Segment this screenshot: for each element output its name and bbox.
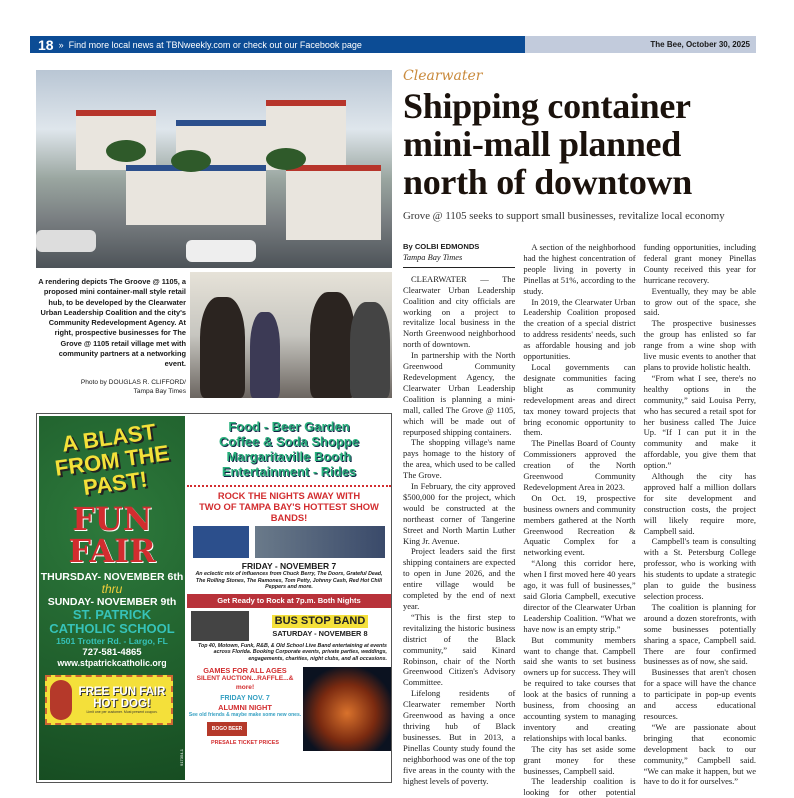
byline-org: Tampa Bay Times [403, 253, 515, 268]
ad-alumni-desc: See old friends & maybe make some new ones. [188, 712, 302, 719]
header-tagline: Find more local news at TBNweekly.com or check out our Facebook page [68, 39, 362, 50]
article-paragraph: Lifelong residents of Clearwater remember North Greenwood as having a once thriving hub of Black businesses. But in 2013, a Pinellas County study found the neighborhood was one of the top five areas in the county with the highest levels of poverty. [403, 688, 516, 786]
article-paragraph: The leadership coalition is looking for other potential funding opportunities, including federal grant money Pinellas County received this year for hurricane recovery. [523, 242, 756, 798]
article-paragraph: “Along this corridor here, when I first moved here 40 years ago, it was full of businesses,” said Gloria Campbell, executive director of the Clearwater Urban Leadership Coalition. “What we have now is an empty strip.” [523, 558, 636, 634]
article-headline: Shipping container mini-mall planned north of downtown [403, 86, 692, 202]
article-paragraph: Eventually, they may be able to grow out of the space, she said. [643, 285, 756, 318]
ad-friday: FRIDAY - NOVEMBER 7 [241, 561, 337, 571]
ad-feature: Coffee & Soda Shoppe [218, 434, 360, 449]
article-paragraph: In 2019, the Clearwater Urban Leadership Coalition proposed the creation of a special district to address residents' needs, such as affordable housing and job opportunities. [523, 296, 636, 362]
article-paragraph: In February, the city approved $500,000 for the project, which would be constructed at the northeast corner of Tangerine Street and North Martin Luther King Jr. Avenue. [403, 481, 516, 546]
article-body [403, 242, 756, 798]
ad-get-ready: Get Ready to Rock at 7p.m. Both Nights [187, 594, 391, 608]
article-paragraph: “This is the first step to revitalizing the historic business district of the Black community,” said Kinard Robinson, chair of the North Greenwood Citizen's Advisory Committee. [403, 611, 516, 688]
article-paragraph: A section of the neighborhood had the highest concentration of people living in poverty in Pinellas at 51%, according to the study. [523, 242, 636, 296]
ad-features [187, 419, 391, 479]
hotdog-fine-print: Limit one per customer. Must present coupon. [86, 709, 158, 714]
ad-bottom [187, 667, 391, 751]
credit-line: Photo by DOUGLAS R. CLIFFORD/ [80, 378, 186, 386]
page-number: 18 [38, 36, 54, 53]
ad-left-panel [39, 416, 185, 780]
ad-presale: PRESALE TICKET PRICES [211, 739, 279, 746]
article-paragraph: “From what I see, there's no healthy options in the community,” said Louisa Perry, who has secured a retail spot for her business called The Juice Up. “If I can put it in the community and make it affordable, you give them that option.” [643, 372, 756, 471]
ad-alumni: ALUMNI NIGHT [218, 702, 272, 712]
ad-friday-desc: An eclectic mix of influences from Chuck Berry, The Doors, Grateful Dead, The Rolling Stones, The Ramones, Tom Petty, Johnny Cash, Red Hot Chili Peppers and more. [195, 571, 383, 591]
rendering-photo [36, 70, 392, 268]
article-paragraph: The coalition is planning for around a dozen storefronts, with some businesses potentially sharing a space, Campbell said. There are four confirmed businesses as of now, she said. [643, 601, 756, 667]
article-paragraph: Businesses that aren't chosen for a space will have the chance to participate in pop-up events and access educational resources. [643, 667, 756, 721]
photo-caption-box [36, 277, 186, 396]
credit-org: Tampa Bay Times [133, 387, 186, 395]
ad-feature: Margaritaville Booth [226, 449, 352, 464]
article-kicker: Clearwater [403, 68, 483, 84]
paper-date: The Bee, October 30, 2025 [525, 36, 756, 53]
page-header-bar [30, 36, 525, 53]
ad-alumni-date: FRIDAY NOV. 7 [220, 695, 270, 703]
article-header [403, 68, 756, 223]
article-paragraph: Local governments can designate communities facing blight as community redevelopment areas and direct tax money toward projects that bring economic opportunity to them. [523, 361, 636, 438]
article-deck: Grove @ 1105 seeks to support small businesses, revitalize local economy [403, 210, 725, 222]
article-paragraph: “We are passionate about bringing that economic development back to our community,” Campbell said. “We can make it happen, but we have to do it for ourselves.” [643, 721, 756, 787]
article-paragraph: Although the city has approved half a million dollars for site development and construction costs, the project will likely require more, Campbell said. [643, 471, 756, 536]
ad-beer: BOGO BEER [207, 722, 247, 736]
ad-right-panel [187, 416, 391, 780]
bus-stop-section [187, 611, 391, 641]
ad-feature: Entertainment - Rides [221, 464, 357, 479]
ad-date-end: SUNDAY- NOVEMBER 9th [47, 596, 177, 608]
ad-phone: 727-581-4865 [82, 647, 142, 658]
ad-saturday-desc: Top 40, Motown, Funk, R&B, & Old School Live Band entertaining at events across Florida. Booking Corporate events, private parties, weddings, engagements, charities, night clubs, and all occasions. [197, 642, 387, 662]
article-paragraph: The prospective businesses the group has enlisted so far range from a wine shop with live music events to another that plans to provide holistic health. [643, 318, 756, 372]
hotdog-text: FREE FUN FAIR HOT DOG! [78, 685, 166, 710]
ad-school: ST. PATRICK CATHOLIC SCHOOL [49, 607, 175, 636]
ferris-wheel-photo [303, 667, 391, 751]
ad-id: 917354-1 [179, 749, 184, 766]
rock-line: ROCK THE NIGHTS AWAY WITH [217, 490, 361, 501]
arrow-icon: » [58, 39, 64, 50]
ad-blast-title: A BLAST FROM THE PAST! [53, 418, 171, 501]
article-paragraph: On Oct. 19, prospective business owners and community members gathered at the North Greenwood Recreation & Aquatic Complex for a networking event. [523, 492, 636, 558]
article-paragraph: The Pinellas Board of County Commissioners approved the creation of the North Greenwood Community Redevelopment Area in 2023. [523, 438, 636, 492]
ad-thru: thru [101, 582, 123, 596]
band-logo [193, 526, 249, 558]
fun-fair-advertisement [36, 413, 392, 783]
hotdog-coupon [45, 675, 173, 725]
article-paragraph: The shopping village's name pays homage to the history of the area, which used to be called The Grove. [403, 437, 516, 481]
band-photo [255, 526, 385, 558]
byline: By COLBI EDMONDS [403, 242, 480, 251]
ad-address: 1501 Trotter Rd. - Largo, FL [56, 636, 168, 646]
ad-fun-fair: FUN FAIR [68, 500, 156, 570]
article-paragraph: CLEARWATER — The Clearwater Urban Leadership Coalition and city officials are working on a project to revitalize local business in the North Greenwood neighborhood north of downtown. [403, 273, 516, 350]
ad-feature: Food - Beer Garden [228, 419, 350, 434]
ad-bus-stop: BUS STOP BAND [272, 615, 369, 628]
ad-auction: SILENT AUCTION...RAFFLE...& more! [196, 675, 294, 691]
article-paragraph: Campbell's team is consulting with a St. Petersburg College professor, who is working with his students to update a strategic plan to guide the business selection process. [643, 536, 756, 601]
article-paragraph: In partnership with the North Greenwood Community Redevelopment Agency, the Clearwater Urban Leadership Coalition is planning a mini-mall, called The Grove @ 1105, which will be made out of repurposed shipping containers. [403, 350, 516, 437]
band-photos [193, 526, 385, 558]
ad-website[interactable]: www.stpatrickcatholic.org [57, 658, 167, 668]
ad-games: GAMES FOR ALL AGES [203, 665, 287, 675]
ad-rock-heading [187, 485, 391, 523]
ad-saturday: SATURDAY - NOVEMBER 8 [272, 628, 368, 638]
article-paragraph: Project leaders said the first shipping containers are expected to open in June 2026, and the entire village would be completed by the end of next year. [403, 546, 516, 611]
article-paragraph: But community members want to change that. Campbell said she wants to set business owners up for success. They will be required to take courses that look at the basics of running a business, from choosing an accounting system to managing inventory and creating relationships with local banks. [523, 634, 636, 743]
photo-credit [36, 378, 186, 396]
networking-event-photo [190, 272, 392, 398]
article-paragraph: The city has set aside some grant money for these businesses, Campbell said. [523, 743, 636, 776]
ad-date-start: THURSDAY- NOVEMBER 6th [40, 571, 184, 583]
bus-stop-photo [191, 611, 249, 641]
hotdog-mascot-icon [50, 680, 72, 720]
rock-line: TWO OF TAMPA BAY'S HOTTEST SHOW BANDS! [199, 501, 379, 523]
photo-caption: A rendering depicts The Groove @ 1105, a proposed mini container-mall style retail hub, to be developed by the Clearwater Urban Leadership Coalition and the city's Community Redevelopment Agency. At right, prospective businesses for The Grove @ 1105 retail village met with community partners at a networking event. [38, 277, 186, 369]
